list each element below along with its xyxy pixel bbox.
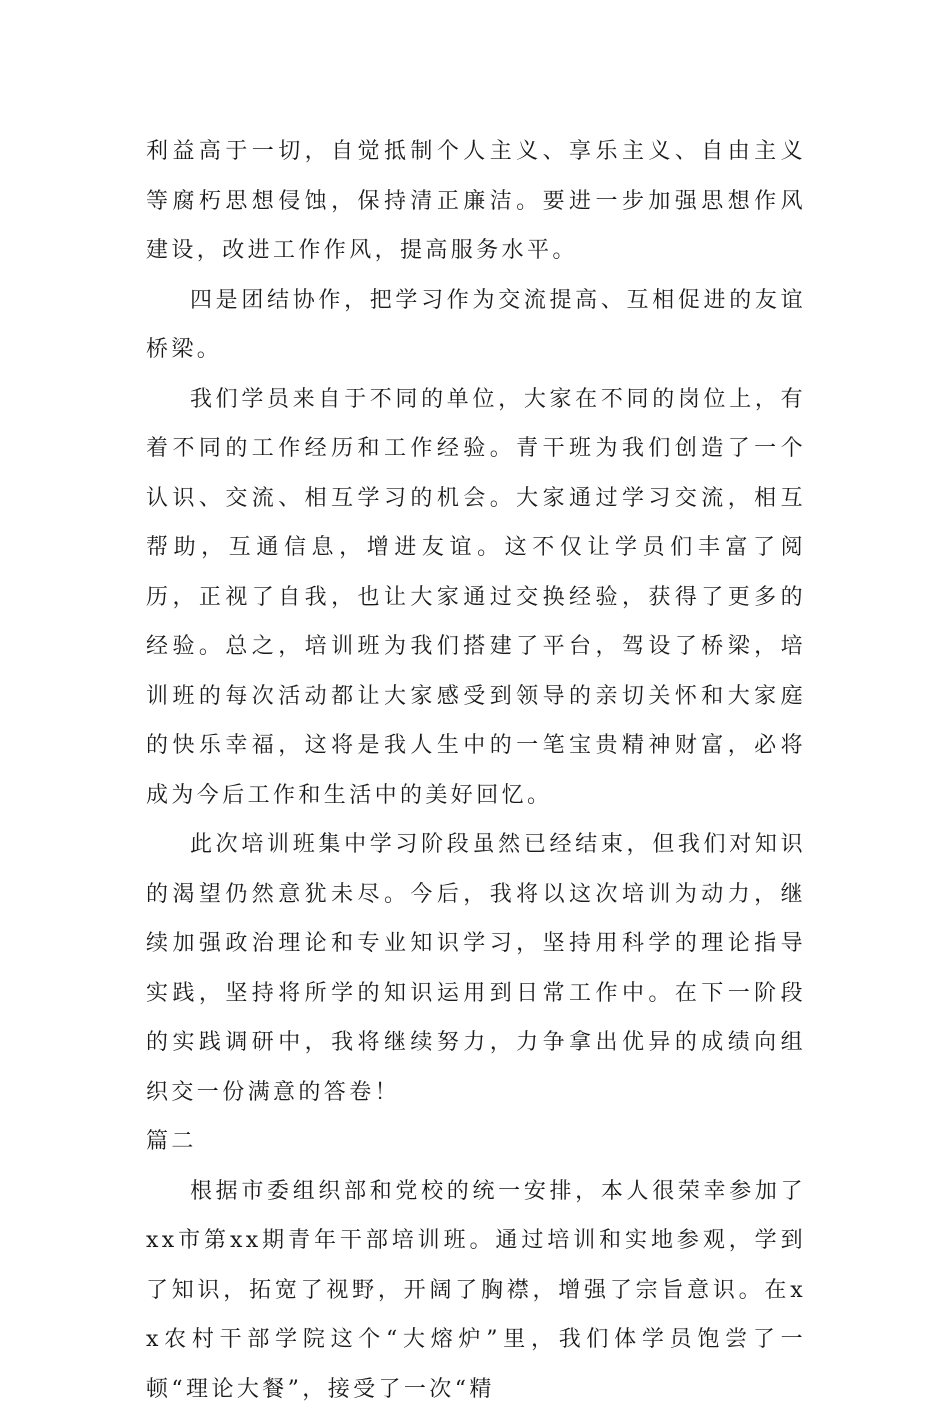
paragraph-continuation: 利益高于一切，自觉抵制个人主义、享乐主义、自由主义等腐朽思想侵蚀，保持清正廉洁。要进一步加强思想作风建设，改进工作作风，提高服务水平。 (146, 127, 806, 276)
paragraph-point-four: 四是团结协作，把学习作为交流提高、互相促进的友谊桥梁。 (146, 276, 806, 375)
section-heading: 篇二 (146, 1117, 806, 1167)
paragraph-section-two: 根据市委组织部和党校的统一安排，本人很荣幸参加了xx市第xx期青年干部培训班。通过培训和实地参观，学到了知识，拓宽了视野，开阔了胸襟，增强了宗旨意识。在xx农村干部学院这个“大熔炉”里，我们体学员饱尝了一顿“理论大餐”，接受了一次“精 (146, 1167, 806, 1414)
document-body (146, 127, 806, 1414)
paragraph-conclusion: 此次培训班集中学习阶段虽然已经结束，但我们对知识的渴望仍然意犹未尽。今后，我将以这次培训为动力，继续加强政治理论和专业知识学习，坚持用科学的理论指导实践，坚持将所学的知识运用到日常工作中。在下一阶段的实践调研中，我将继续努力，力争拿出优异的成绩向组织交一份满意的答卷！ (146, 820, 806, 1117)
paragraph-students: 我们学员来自于不同的单位，大家在不同的岗位上，有着不同的工作经历和工作经验。青干班为我们创造了一个认识、交流、相互学习的机会。大家通过学习交流，相互帮助，互通信息，增进友谊。这不仅让学员们丰富了阅历，正视了自我，也让大家通过交换经验，获得了更多的经验。总之，培训班为我们搭建了平台，驾设了桥梁，培训班的每次活动都让大家感受到领导的亲切关怀和大家庭的快乐幸福，这将是我人生中的一笔宝贵精神财富，必将成为今后工作和生活中的美好回忆。 (146, 375, 806, 821)
